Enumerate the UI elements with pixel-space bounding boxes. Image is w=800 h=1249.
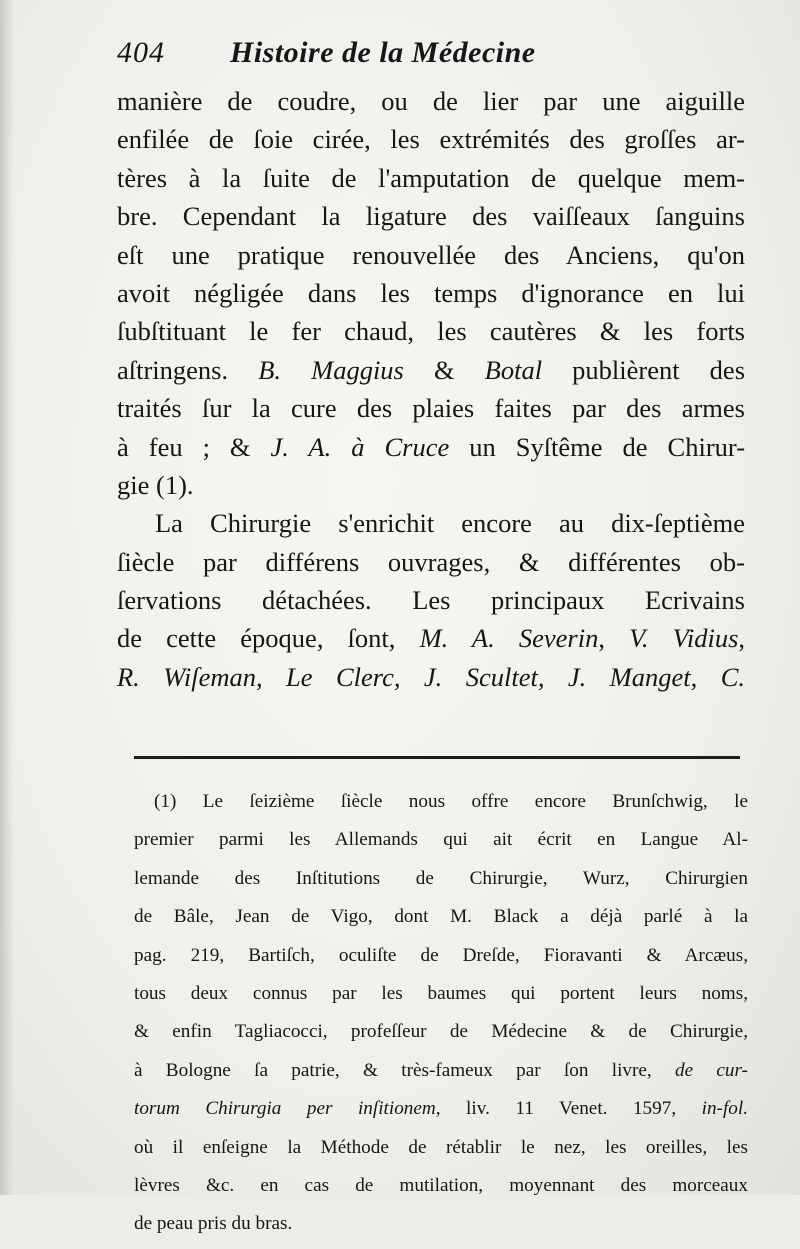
paragraph-start-line: La Chirurgie s'enrichit encore au dix-ſeptième: [155, 508, 745, 539]
text-line: [117, 619, 745, 657]
text-line: enfilée de ſoie cirée, les extrémités des groſſes ar-: [117, 124, 745, 155]
text-line: eſt une pratique renouvellée des Anciens, qu'on: [117, 239, 745, 270]
text-segment: &: [403, 354, 485, 385]
page-header: [117, 30, 757, 80]
text-segment: ,: [738, 623, 746, 654]
footnote-line: [134, 1095, 748, 1133]
footnote-line: tous deux connus par les baumes qui portent leurs noms,: [134, 982, 748, 1004]
footnote-line: premier parmi les Allemands qui ait écrit en Langue Al-: [134, 829, 748, 851]
text-segment: ,: [255, 661, 287, 692]
text-segment: de cette époque, ſont,: [117, 623, 420, 654]
text-segment: ,: [393, 661, 424, 692]
footnote-line: pag. 219, Bartiſch, oculiſte de Dreſde, Fioravanti & Arcæus,: [134, 944, 748, 966]
author-name: J. A. à Cruce: [270, 431, 450, 462]
footnote-line: & enfin Tagliacocci, profeſſeur de Médecine & de Chirurgie,: [134, 1021, 748, 1043]
footnote-line: où il enſeigne la Méthode de rétablir le nez, les oreilles, les: [134, 1136, 748, 1158]
text-line: gie (1).: [117, 469, 194, 500]
footnote: [134, 788, 748, 1249]
text-segment: un Syſtême de Chirur-: [449, 431, 746, 462]
footnote-line: de peau pris du bras.: [134, 1213, 293, 1235]
author-name: M. A. Severin: [419, 623, 599, 654]
text-line: [117, 351, 745, 389]
page-gutter-shadow: [0, 0, 14, 1195]
book-format: in-fol.: [701, 1098, 748, 1120]
text-line: ſervations détachées. Les principaux Ecrivains: [117, 585, 745, 616]
text-segment: à Bologne ſa patrie, & très-fameux par ſon livre,: [134, 1059, 676, 1081]
text-line: avoit négligée dans les temps d'ignorance en lui: [117, 277, 745, 308]
text-segment: publièrent des: [542, 354, 746, 385]
footnote-line: (1) Le ſeizième ſiècle nous offre encore Brunſchwig, le: [154, 791, 748, 812]
text-line: [117, 658, 745, 696]
book-title: de cur-: [675, 1059, 748, 1081]
text-line: bre. Cependant la ligature des vaiſſeaux ſanguins: [117, 201, 745, 232]
footnote-line: lèvres &c. en cas de mutilation, moyennant des morceaux: [134, 1174, 748, 1196]
text-line: ſiècle par différens ouvrages, & différentes ob-: [117, 546, 745, 577]
page-number: 404: [117, 36, 165, 69]
author-name: J. Scultet: [423, 661, 538, 692]
text-line: tères à la ſuite de l'amputation de quelque mem-: [117, 162, 745, 193]
author-name: R. Wiſeman: [117, 661, 256, 692]
text-segment: à feu ; &: [117, 431, 271, 462]
author-name: B. Maggius: [258, 354, 404, 385]
author-name: Botal: [484, 354, 543, 385]
author-name: V. Vidius: [629, 623, 739, 654]
running-title: Histoire de la Médecine: [230, 36, 536, 69]
author-name: J. Manget: [567, 661, 691, 692]
footnote-line: [134, 1057, 748, 1095]
text-line: [117, 428, 745, 466]
author-name: Le Clerc: [286, 661, 394, 692]
footnote-rule: [134, 756, 740, 759]
text-segment: , liv. 11 Venet. 1597,: [435, 1098, 702, 1120]
footnote-line: lemande des Inſtitutions de Chirurgie, Wurz, Chirurgien: [134, 867, 748, 889]
text-line: traités ſur la cure des plaies faites par des armes: [117, 393, 745, 424]
author-name: C.: [720, 661, 745, 692]
text-line: ſubſtituant le fer chaud, les cautères & les forts: [117, 316, 745, 347]
text-segment: ,: [598, 623, 630, 654]
text-line: manière de coudre, ou de lier par une aiguille: [117, 86, 745, 116]
main-text: [117, 82, 745, 696]
text-segment: ,: [537, 661, 568, 692]
book-title: torum Chirurgia per inſitionem: [134, 1098, 436, 1120]
footnote-line: de Bâle, Jean de Vigo, dont M. Black a déjà parlé à la: [134, 906, 748, 928]
text-segment: aſtringens.: [117, 354, 259, 385]
text-segment: ,: [690, 661, 721, 692]
